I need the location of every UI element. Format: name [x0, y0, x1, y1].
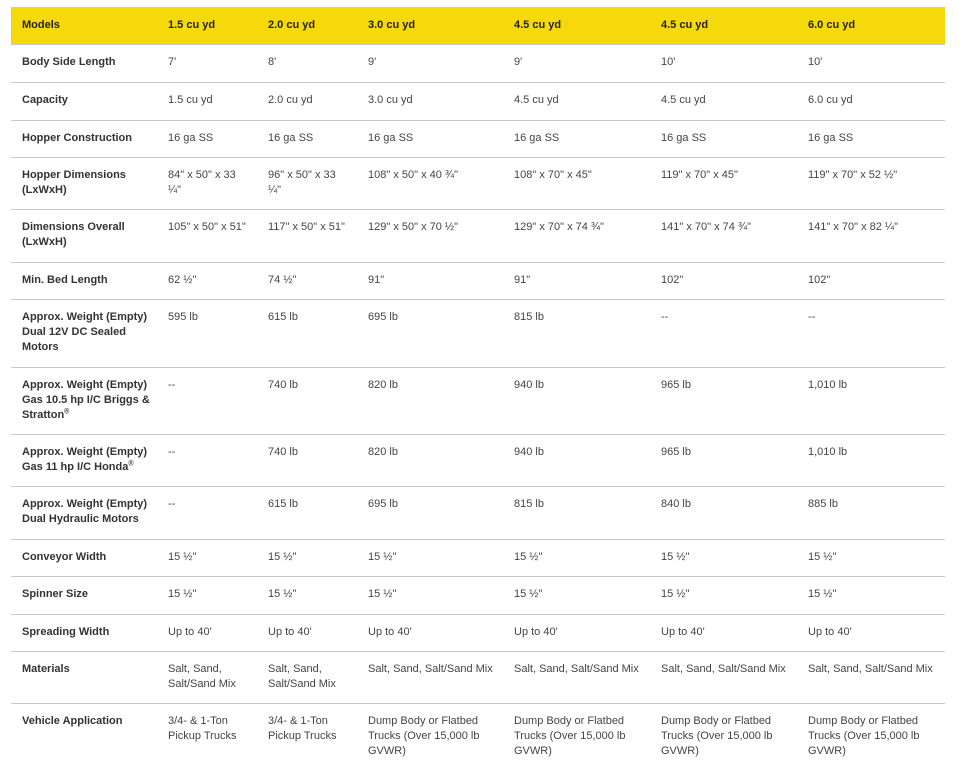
registered-mark: ®	[64, 408, 70, 416]
cell-value: 15 ½"	[797, 577, 945, 615]
header-model: 6.0 cu yd	[797, 7, 945, 45]
cell-value: 820 lb	[357, 435, 503, 487]
cell-value: Salt, Sand, Salt/Sand Mix	[650, 652, 797, 704]
row-label	[11, 300, 157, 368]
cell-value: 965 lb	[650, 435, 797, 487]
cell-value: Up to 40'	[650, 615, 797, 652]
header-model: 3.0 cu yd	[357, 7, 503, 45]
cell-value: 965 lb	[650, 368, 797, 435]
table-row	[11, 615, 945, 652]
row-label	[11, 368, 157, 435]
spec-table	[11, 7, 945, 774]
row-label	[11, 263, 157, 300]
table-row	[11, 577, 945, 615]
row-label-text: Approx. Weight (Empty) Dual 12V DC Sealed Motors	[22, 311, 148, 353]
row-label-text: Approx. Weight (Empty) Gas 10.5 hp I/C Briggs & Stratton	[22, 379, 150, 421]
cell-value: 820 lb	[357, 368, 503, 435]
cell-value: 10'	[797, 45, 945, 83]
cell-value: 91"	[357, 263, 503, 300]
registered-mark: ®	[128, 460, 134, 468]
cell-value: 1.5 cu yd	[157, 83, 257, 121]
cell-value: Up to 40'	[503, 615, 650, 652]
cell-value: 108" x 70" x 45"	[503, 158, 650, 210]
header-models-label: Models	[11, 7, 157, 45]
header-model: 4.5 cu yd	[650, 7, 797, 45]
cell-value: Dump Body or Flatbed Trucks (Over 15,000 lb GVWR)	[357, 704, 503, 774]
row-label-text: Vehicle Application	[22, 715, 123, 727]
cell-value: 84" x 50" x 33 ¼"	[157, 158, 257, 210]
row-label-text: Capacity	[22, 94, 68, 106]
cell-value: Salt, Sand, Salt/Sand Mix	[797, 652, 945, 704]
table-row	[11, 487, 945, 540]
cell-value: 6.0 cu yd	[797, 83, 945, 121]
row-label	[11, 652, 157, 704]
cell-value: 15 ½"	[357, 577, 503, 615]
cell-value: 15 ½"	[157, 577, 257, 615]
cell-value: 595 lb	[157, 300, 257, 368]
table-row	[11, 263, 945, 300]
row-label	[11, 435, 157, 487]
cell-value: Up to 40'	[257, 615, 357, 652]
cell-value: 4.5 cu yd	[503, 83, 650, 121]
cell-value: --	[157, 368, 257, 435]
cell-value: 1,010 lb	[797, 435, 945, 487]
cell-value: 15 ½"	[503, 577, 650, 615]
cell-value: 129" x 70" x 74 ¾"	[503, 210, 650, 263]
row-label	[11, 45, 157, 83]
row-label-text: Spinner Size	[22, 588, 89, 600]
table-row	[11, 652, 945, 704]
cell-value: 815 lb	[503, 300, 650, 368]
row-label-text: Materials	[22, 663, 70, 675]
cell-value: 7'	[157, 45, 257, 83]
row-label-text: Spreading Width	[22, 626, 110, 638]
spec-table-body	[11, 45, 945, 774]
cell-value: 1,010 lb	[797, 368, 945, 435]
cell-value: 141" x 70" x 74 ¾"	[650, 210, 797, 263]
cell-value: 3/4- & 1-Ton Pickup Trucks	[257, 704, 357, 774]
cell-value: 3/4- & 1-Ton Pickup Trucks	[157, 704, 257, 774]
row-label	[11, 577, 157, 615]
cell-value: 940 lb	[503, 435, 650, 487]
header-row	[11, 7, 945, 45]
cell-value: --	[157, 487, 257, 540]
cell-value: Dump Body or Flatbed Trucks (Over 15,000 lb GVWR)	[650, 704, 797, 774]
cell-value: 16 ga SS	[257, 121, 357, 158]
cell-value: 15 ½"	[257, 577, 357, 615]
cell-value: 102"	[650, 263, 797, 300]
table-row	[11, 435, 945, 487]
cell-value: 15 ½"	[503, 540, 650, 577]
table-row	[11, 300, 945, 368]
cell-value: 695 lb	[357, 487, 503, 540]
cell-value: 141" x 70" x 82 ¼"	[797, 210, 945, 263]
cell-value: 62 ½"	[157, 263, 257, 300]
cell-value: 16 ga SS	[357, 121, 503, 158]
header-model: 1.5 cu yd	[157, 7, 257, 45]
cell-value: 96" x 50" x 33 ¼"	[257, 158, 357, 210]
table-row	[11, 45, 945, 83]
cell-value: 119" x 70" x 45"	[650, 158, 797, 210]
cell-value: --	[157, 435, 257, 487]
row-label	[11, 540, 157, 577]
cell-value: 8'	[257, 45, 357, 83]
cell-value: 9'	[503, 45, 650, 83]
cell-value: 129" x 50" x 70 ½"	[357, 210, 503, 263]
cell-value: Dump Body or Flatbed Trucks (Over 15,000 lb GVWR)	[797, 704, 945, 774]
cell-value: Up to 40'	[357, 615, 503, 652]
cell-value: 695 lb	[357, 300, 503, 368]
cell-value: 108" x 50" x 40 ¾"	[357, 158, 503, 210]
cell-value: Salt, Sand, Salt/Sand Mix	[357, 652, 503, 704]
row-label-text: Dimensions Overall (LxWxH)	[22, 221, 125, 248]
row-label	[11, 158, 157, 210]
row-label	[11, 121, 157, 158]
cell-value: 16 ga SS	[797, 121, 945, 158]
table-row	[11, 121, 945, 158]
cell-value: Salt, Sand, Salt/Sand Mix	[257, 652, 357, 704]
cell-value: 117" x 50" x 51"	[257, 210, 357, 263]
row-label	[11, 487, 157, 540]
cell-value: 9'	[357, 45, 503, 83]
cell-value: Up to 40'	[797, 615, 945, 652]
cell-value: 885 lb	[797, 487, 945, 540]
table-row	[11, 210, 945, 263]
cell-value: 840 lb	[650, 487, 797, 540]
cell-value: 740 lb	[257, 435, 357, 487]
cell-value: 940 lb	[503, 368, 650, 435]
row-label	[11, 615, 157, 652]
spec-table-container	[11, 7, 945, 774]
cell-value: 16 ga SS	[503, 121, 650, 158]
table-row	[11, 368, 945, 435]
cell-value: Salt, Sand, Salt/Sand Mix	[503, 652, 650, 704]
cell-value: 615 lb	[257, 300, 357, 368]
cell-value: 16 ga SS	[157, 121, 257, 158]
row-label-text: Approx. Weight (Empty) Dual Hydraulic Motors	[22, 498, 148, 525]
cell-value: 15 ½"	[797, 540, 945, 577]
cell-value: 815 lb	[503, 487, 650, 540]
cell-value: 74 ½"	[257, 263, 357, 300]
cell-value: 16 ga SS	[650, 121, 797, 158]
header-model: 2.0 cu yd	[257, 7, 357, 45]
cell-value: 15 ½"	[257, 540, 357, 577]
cell-value: 15 ½"	[357, 540, 503, 577]
cell-value: 10'	[650, 45, 797, 83]
header-model: 4.5 cu yd	[503, 7, 650, 45]
cell-value: 105" x 50" x 51"	[157, 210, 257, 263]
row-label-text: Conveyor Width	[22, 551, 107, 563]
cell-value: Dump Body or Flatbed Trucks (Over 15,000 lb GVWR)	[503, 704, 650, 774]
cell-value: Up to 40'	[157, 615, 257, 652]
row-label	[11, 704, 157, 774]
cell-value: 2.0 cu yd	[257, 83, 357, 121]
cell-value: 15 ½"	[650, 577, 797, 615]
cell-value: 119" x 70" x 52 ½"	[797, 158, 945, 210]
row-label-text: Hopper Construction	[22, 132, 132, 144]
cell-value: --	[797, 300, 945, 368]
row-label	[11, 210, 157, 263]
table-row	[11, 540, 945, 577]
cell-value: 102"	[797, 263, 945, 300]
cell-value: --	[650, 300, 797, 368]
cell-value: 740 lb	[257, 368, 357, 435]
row-label-text: Hopper Dimensions (LxWxH)	[22, 169, 126, 196]
table-row	[11, 83, 945, 121]
table-row	[11, 158, 945, 210]
row-label	[11, 83, 157, 121]
row-label-text: Body Side Length	[22, 56, 116, 68]
cell-value: 15 ½"	[650, 540, 797, 577]
cell-value: Salt, Sand, Salt/Sand Mix	[157, 652, 257, 704]
row-label-text: Min. Bed Length	[22, 274, 108, 286]
cell-value: 91"	[503, 263, 650, 300]
table-row	[11, 704, 945, 774]
cell-value: 4.5 cu yd	[650, 83, 797, 121]
row-label-text: Approx. Weight (Empty) Gas 11 hp I/C Honda	[22, 446, 148, 473]
cell-value: 3.0 cu yd	[357, 83, 503, 121]
cell-value: 15 ½"	[157, 540, 257, 577]
cell-value: 615 lb	[257, 487, 357, 540]
